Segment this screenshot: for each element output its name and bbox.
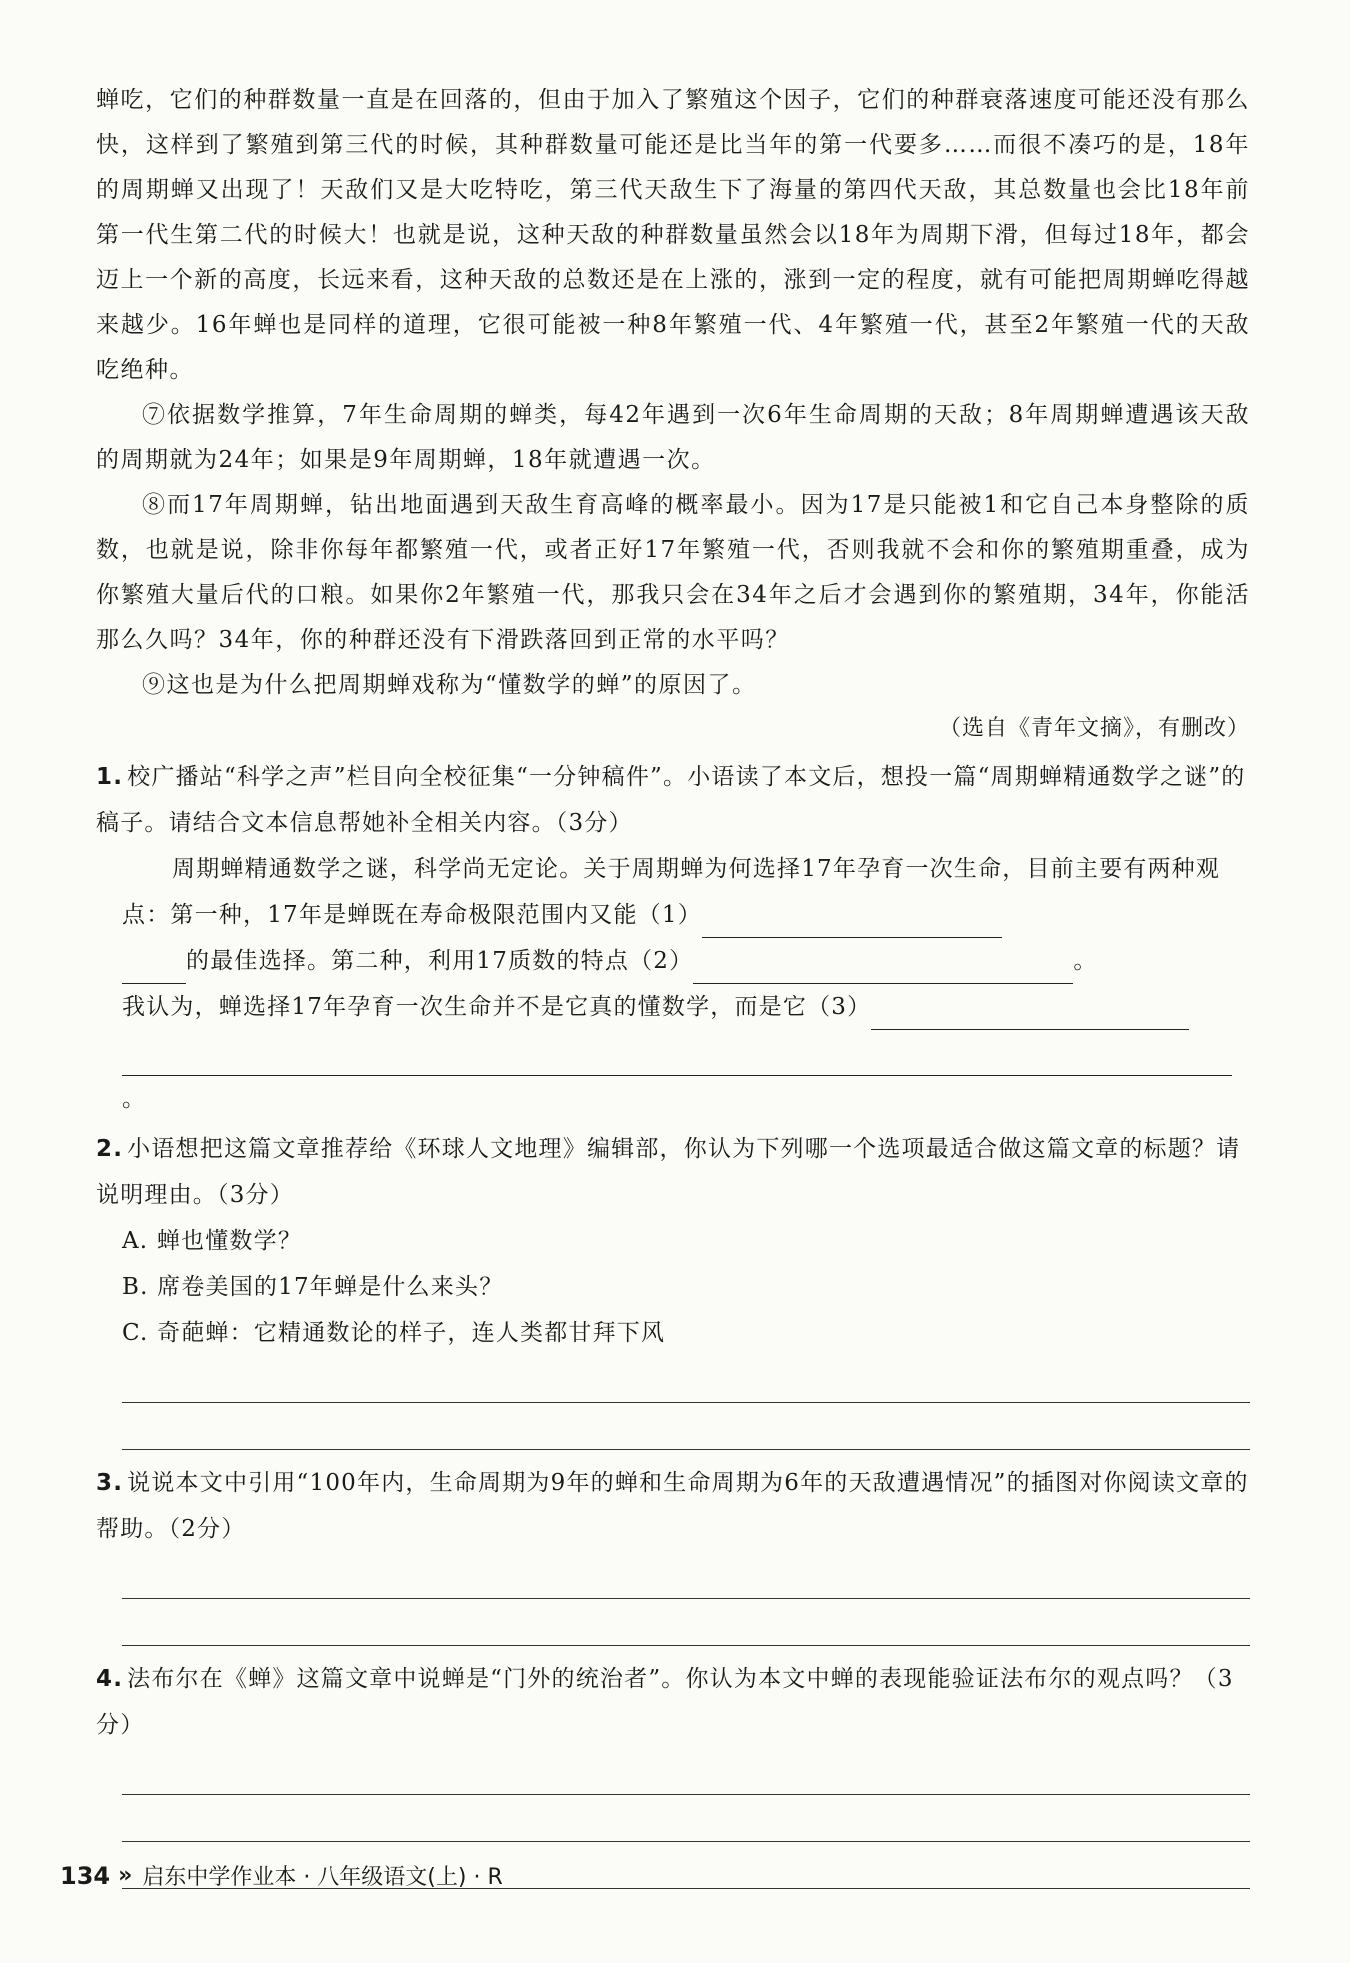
question-text: 校广播站“科学之声”栏目向全校征集“一分钟稿件”。小语读了本文后，想投一篇“周期蝉精通数学之谜”的稿子。请结合文本信息帮她补全相关内容。（3分） bbox=[96, 764, 1246, 836]
option-b: B. 席卷美国的17年蝉是什么来头？ bbox=[122, 1274, 504, 1300]
fill-text-e: 。 bbox=[122, 1086, 147, 1112]
question-text: 说说本文中引用“100年内，生命周期为9年的蝉和生命周期为6年的天敌遭遇情况”的插图对你阅读文章的帮助。（2分） bbox=[96, 1470, 1249, 1542]
answer-line[interactable] bbox=[122, 1403, 1250, 1450]
answer-blank-1-cont[interactable] bbox=[122, 955, 186, 984]
question-number: 2. bbox=[96, 1136, 124, 1162]
option-a: A. 蝉也懂数学？ bbox=[122, 1228, 303, 1254]
answer-line[interactable] bbox=[122, 1795, 1250, 1842]
passage-paragraph-continued: 蝉吃，它们的种群数量一直是在回落的，但由于加入了繁殖这个因子，它们的种群衰落速度可能还没有那么快，这样到了繁殖到第三代的时候，其种群数量可能还是比当年的第一代要多……而很不凑巧的是，18年的周期蝉又出现了！天敌们又是大吃特吃，第三代天敌生下了海量的第四代天敌，其总数量也会比18年前第一代生第二代的时候大！也就是说，这种天敌的种群数量虽然会以18年为周期下滑，但每过18年，都会迈上一个新的高度，长远来看，这种天敌的总数还是在上涨的，涨到一定的程度，就有可能把周期蝉吃得越来越少。16年蝉也是同样的道理，它很可能被一种8年繁殖一代、4年繁殖一代，甚至2年繁殖一代的天敌吃绝种。 bbox=[96, 87, 1250, 383]
answer-line[interactable] bbox=[122, 1599, 1250, 1646]
question-number: 1. bbox=[96, 764, 124, 790]
passage-paragraph-8: ⑧而17年周期蝉，钻出地面遇到天敌生育高峰的概率最小。因为17是只能被1和它自己本身整除的质数，也就是说，除非你每年都繁殖一代，或者正好17年繁殖一代，否则我就不会和你的繁殖期重叠，成为你繁殖大量后代的口粮。如果你2年繁殖一代，那我只会在34年之后才会遇到你的繁殖期，34年，你能活那么久吗？34年，你的种群还没有下滑跌落回到正常的水平吗？ bbox=[96, 492, 1250, 653]
page-number: 134 bbox=[60, 1861, 111, 1890]
page-footer bbox=[60, 1860, 503, 1891]
question-1-fill-paragraph bbox=[96, 846, 1250, 1122]
answer-line[interactable] bbox=[122, 1748, 1250, 1795]
question-3 bbox=[96, 1460, 1250, 1552]
passage-paragraph-7: ⑦依据数学推算，7年生命周期的蝉类，每42年遇到一次6年生命周期的天敌；8年周期蝉遭遇该天敌的周期就为24年；如果是9年周期蝉，18年就遭遇一次。 bbox=[96, 402, 1250, 473]
fill-text-c: 。 bbox=[1073, 948, 1098, 974]
answer-blank-2[interactable] bbox=[693, 955, 1073, 984]
question-text: 小语想把这篇文章推荐给《环球人文地理》编辑部，你认为下列哪一个选项最适合做这篇文章的标题？请说明理由。（3分） bbox=[96, 1136, 1241, 1208]
answer-blank-3[interactable] bbox=[871, 1001, 1189, 1030]
passage-source: （选自《青年文摘》，有删改） bbox=[938, 716, 1250, 741]
question-1 bbox=[96, 754, 1250, 846]
answer-line[interactable] bbox=[122, 1356, 1250, 1403]
question-number: 3. bbox=[96, 1470, 124, 1496]
option-c: C. 奇葩蝉：它精通数论的样子，连人类都甘拜下风 bbox=[122, 1320, 666, 1346]
question-2 bbox=[96, 1126, 1250, 1218]
question-text: 法布尔在《蝉》这篇文章中说蝉是“门外的统治者”。你认为本文中蝉的表现能验证法布尔的观点吗？（3分） bbox=[96, 1666, 1234, 1738]
answer-blank-1[interactable] bbox=[702, 909, 1002, 938]
question-number: 4. bbox=[96, 1666, 124, 1692]
double-chevron-icon: » bbox=[118, 1863, 133, 1888]
passage-paragraph-9: ⑨这也是为什么把周期蝉戏称为“懂数学的蝉”的原因了。 bbox=[142, 672, 757, 698]
fill-text-d: 我认为，蝉选择17年孕育一次生命并不是它真的懂数学，而是它（3） bbox=[122, 994, 872, 1020]
book-title: 启东中学作业本 · 八年级语文(上) · R bbox=[142, 1865, 503, 1890]
fill-text-a: 周期蝉精通数学之谜，科学尚无定论。关于周期蝉为何选择17年孕育一次生命，目前主要有两种观点：第一种，17年是蝉既在寿命极限范围内又能（1） bbox=[122, 856, 1221, 928]
fill-text-b: 的最佳选择。第二种，利用17质数的特点（2） bbox=[186, 948, 694, 974]
answer-blank-3-cont[interactable] bbox=[122, 1047, 1232, 1076]
question-4 bbox=[96, 1656, 1250, 1748]
answer-line[interactable] bbox=[122, 1552, 1250, 1599]
